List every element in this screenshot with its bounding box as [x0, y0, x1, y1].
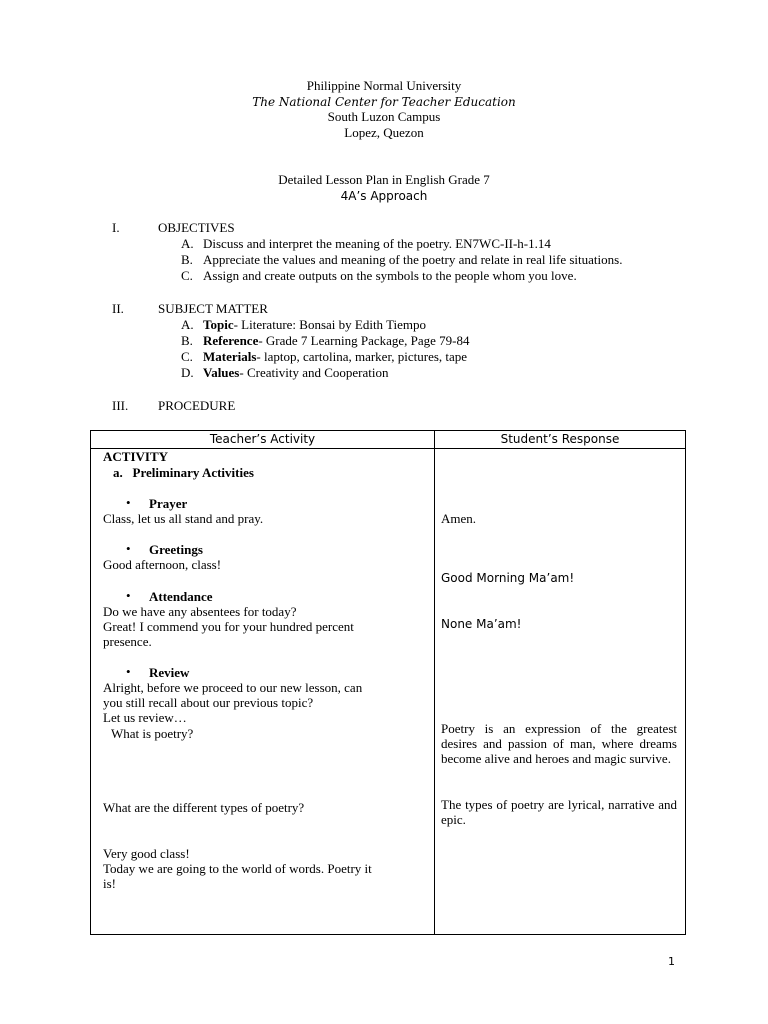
- preliminary-activities-heading: a. Preliminary Activities: [113, 465, 254, 480]
- attendance-question: Do we have any absentees for today?: [103, 604, 297, 619]
- university-name: Philippine Normal University: [306, 78, 462, 93]
- objectives-heading: OBJECTIVES: [158, 220, 235, 235]
- response-amen: Amen.: [441, 511, 477, 526]
- attendance-comment: Great! I commend you for your hundred percent: [103, 619, 354, 634]
- subject-matter-item: D. Values- Creativity and Cooperation: [181, 365, 389, 380]
- attendance-comment: presence.: [103, 634, 152, 649]
- procedure-heading: PROCEDURE: [158, 398, 236, 413]
- prayer-text: Class, let us all stand and pray.: [103, 511, 264, 526]
- lesson-plan-title: Detailed Lesson Plan in English Grade 7: [278, 172, 490, 187]
- procedure-numeral: III.: [112, 398, 129, 413]
- teacher-activity-header: Teacher’s Activity: [91, 431, 435, 449]
- review-text: Alright, before we proceed to our new lesson, can: [103, 680, 363, 695]
- subject-matter-item: B. Reference- Grade 7 Learning Package, Page 79-84: [181, 333, 470, 348]
- closing-text: Very good class!: [103, 846, 190, 861]
- campus-name: South Luzon Campus: [327, 109, 441, 124]
- page-number: 1: [668, 955, 675, 968]
- attendance-heading: Attendance: [149, 589, 213, 604]
- objectives-numeral: I.: [112, 220, 120, 235]
- objective-item: A. Discuss and interpret the meaning of the poetry. EN7WC-II-h-1.14: [181, 236, 551, 251]
- student-response-cell: [435, 449, 686, 935]
- objective-item: C. Assign and create outputs on the symbols to the people whom you love.: [181, 268, 577, 283]
- response-poetry-definition: Poetry is an expression of the greatest desires and passion of man, where dreams become alive and heroes and magic survive.: [441, 721, 677, 766]
- review-text: Let us review…: [103, 710, 187, 725]
- poetry-types-question: What are the different types of poetry?: [103, 800, 305, 815]
- university-tagline: The National Center for Teacher Education: [252, 95, 516, 109]
- campus-location: Lopez, Quezon: [344, 125, 424, 140]
- closing-text: is!: [103, 876, 116, 891]
- procedure-table: [90, 430, 686, 935]
- review-question: What is poetry?: [111, 726, 194, 741]
- greetings-text: Good afternoon, class!: [103, 557, 222, 572]
- bullet-icon: •: [126, 541, 131, 556]
- student-response-header: Student’s Response: [435, 431, 686, 449]
- bullet-icon: •: [126, 588, 131, 603]
- closing-text: Today we are going to the world of words. Poetry it: [103, 861, 372, 876]
- response-none: None Ma’am!: [441, 617, 522, 631]
- subject-matter-item: C. Materials- laptop, cartolina, marker, pictures, tape: [181, 349, 468, 364]
- teacher-activity-cell: [91, 449, 435, 935]
- subject-matter-heading: SUBJECT MATTER: [158, 301, 268, 316]
- greetings-heading: Greetings: [149, 542, 203, 557]
- prayer-heading: Prayer: [149, 496, 188, 511]
- response-good-morning: Good Morning Ma’am!: [441, 571, 575, 585]
- subject-matter-item: A. Topic- Literature: Bonsai by Edith Tiempo: [181, 317, 427, 332]
- lesson-plan-approach: 4A’s Approach: [340, 189, 428, 203]
- subject-matter-numeral: II.: [112, 301, 124, 316]
- response-poetry-types: The types of poetry are lyrical, narrative and epic.: [441, 797, 677, 827]
- bullet-icon: •: [126, 664, 131, 679]
- bullet-icon: •: [126, 495, 131, 510]
- review-heading: Review: [149, 665, 190, 680]
- objective-item: B. Appreciate the values and meaning of the poetry and relate in real life situations.: [181, 252, 623, 267]
- activity-heading: ACTIVITY: [103, 449, 169, 464]
- review-text: you still recall about our previous topic?: [103, 695, 314, 710]
